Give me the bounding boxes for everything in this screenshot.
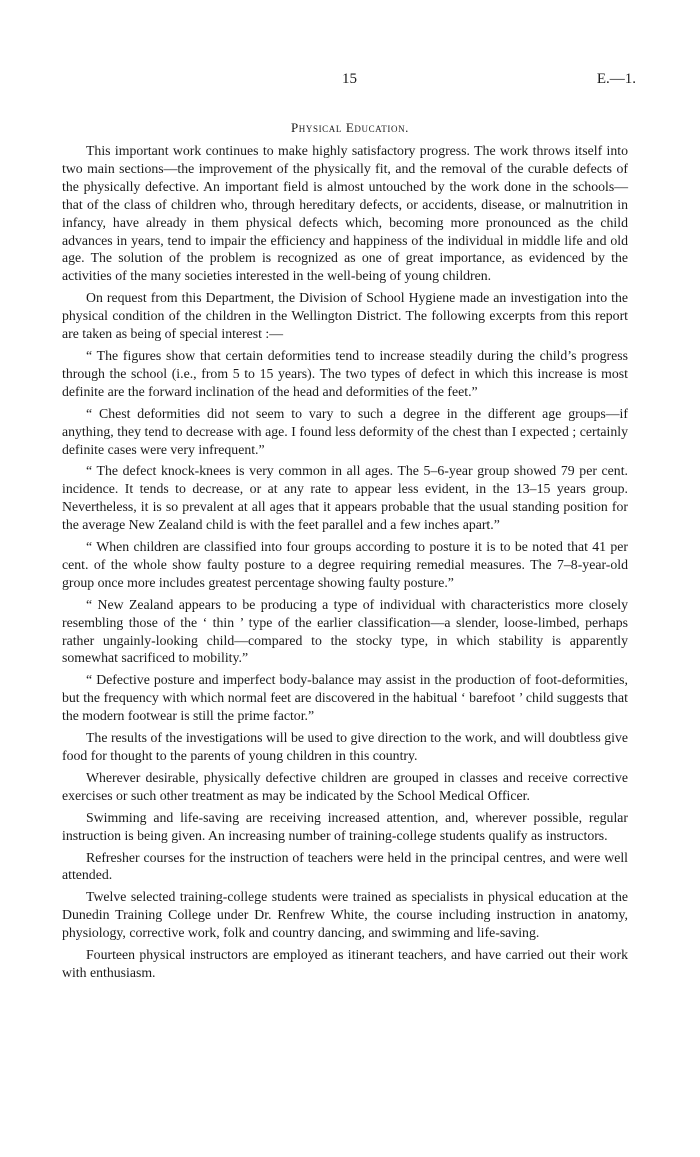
document-reference: E.—1. — [596, 71, 636, 87]
page-header — [0, 71, 700, 91]
quoted-paragraph: “ Defective posture and imperfect body-balance may assist in the production of foot-deformities, but the frequency with which normal feet are discovered in the habitual ‘ barefoot ’ child suggests that the modern footwear is still the prime factor.” — [62, 672, 628, 724]
quoted-paragraph: “ Chest deformities did not seem to vary to such a degree in the different age groups—if anything, they tend to decrease with age. I found less deformity of the chest than I expected ; certainly definite cases were very infrequent.” — [62, 405, 628, 457]
paragraph: Refresher courses for the instruction of teachers were held in the principal centres, and were well attended. — [62, 849, 628, 883]
body-text — [62, 142, 628, 986]
quoted-paragraph: “ The defect knock-knees is very common in all ages. The 5–6-year group showed 79 per cent. incidence. It tends to decrease, or at any rate to appear less evident, in the 13–15 years group. Nevertheless, it is so prevalent at all ages that it appears probable that the usual standing position for the average New Zealand child is with the feet parallel and a few inches apart.” — [62, 463, 628, 533]
paragraph: This important work continues to make highly satisfactory progress. The work throws itself into two main sections—the improvement of the physically fit, and the removal of the curable defects of the physically defective. An important field is almost untouched by the work done in the schools—that of the class of children who, through hereditary defects, or accidents, disease, or malnutrition in infancy, have already in them physical defects which, becoming more pronounced as the child advances in years, tend to impair the efficiency and happiness of the individual in middle life and old age. The solution of the problem is recognized as one of great importance, as evidenced by the activities of the many societies interested in the well-being of young children. — [62, 143, 628, 284]
quoted-paragraph: “ New Zealand appears to be producing a type of individual with characteristics more closely resembling those of the ‘ thin ’ type of the earlier classification—a slender, loose-limbed, perhaps rather ungainly-looking child—compared to the stocky type, in which stability is apparently somewhat sacrificed to mobility.” — [62, 596, 628, 666]
paragraph: Fourteen physical instructors are employed as itinerant teachers, and have carried out their work with enthusiasm. — [62, 947, 628, 980]
quoted-paragraph: “ The figures show that certain deformities tend to increase steadily during the child’s progress through the school (i.e., from 5 to 15 years). The two types of defect in which this increase is most definite are the forward inclination of the head and deformities of the feet.” — [62, 347, 628, 399]
paragraph: On request from this Department, the Division of School Hygiene made an investigation into the physical condition of the children in the Wellington District. The following excerpts from this report are taken as being of special interest :— — [62, 290, 628, 342]
paragraph: The results of the investigations will be used to give direction to the work, and will doubtless give food for thought to the parents of young children in this country. — [62, 730, 628, 763]
paragraph: Twelve selected training-college students were trained as specialists in physical education at the Dunedin Training College under Dr. Renfrew White, the course including instruction in anatomy, physiology, corrective work, folk and country dancing, and swimming and life-saving. — [62, 889, 628, 941]
quoted-paragraph: “ When children are classified into four groups according to posture it is to be noted that 41 per cent. of the whole show faulty posture to a degree requiring remedial measures. The 7–8-year-old group once more includes greatest percentage showing faulty posture.” — [62, 539, 628, 590]
section-title: Physical Education. — [290, 120, 410, 135]
paragraph: Swimming and life-saving are receiving increased attention, and, wherever possible, regular instruction is being given. An increasing number of training-college students qualify as instructors. — [62, 809, 628, 843]
paragraph: Wherever desirable, physically defective children are grouped in classes and receive corrective exercises or such other treatment as may be indicated by the School Medical Officer. — [62, 769, 628, 803]
page-number: 15 — [342, 71, 357, 87]
